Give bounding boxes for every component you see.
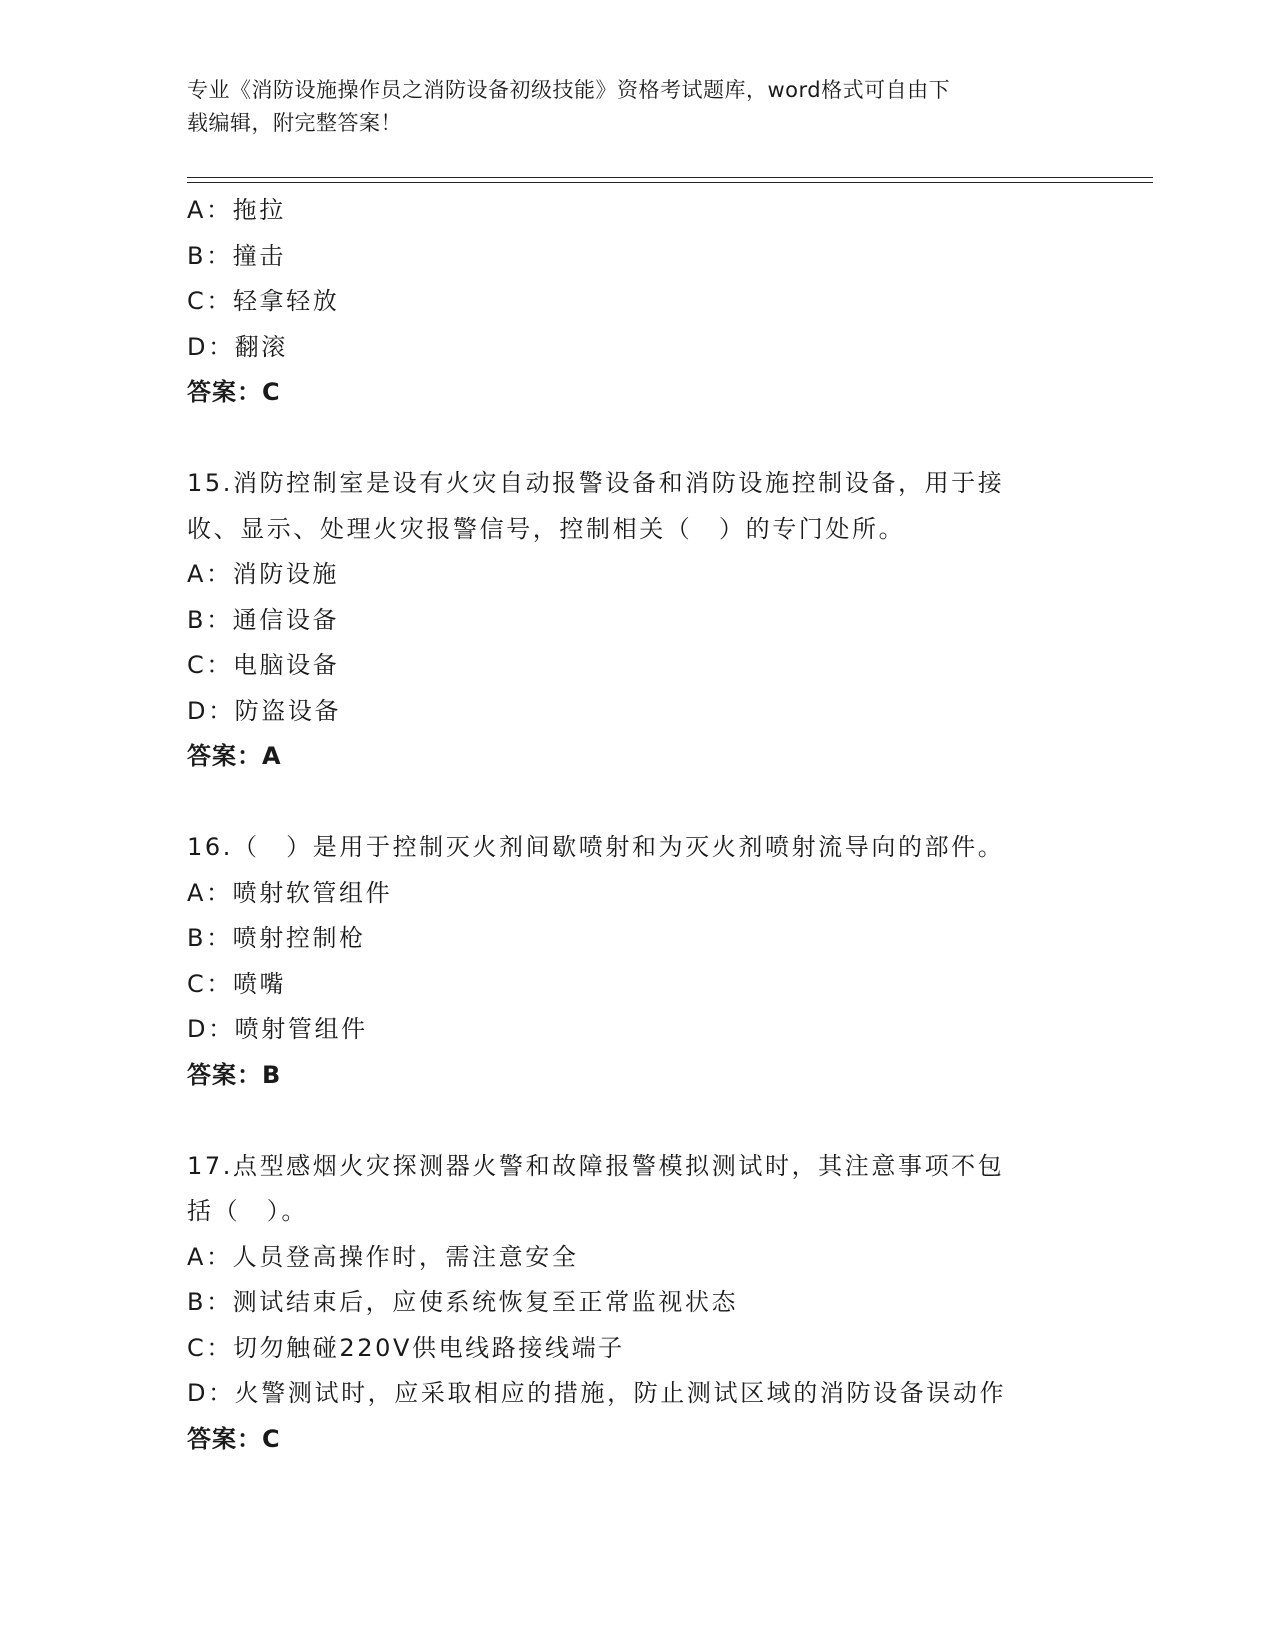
spacer <box>187 1098 1087 1144</box>
option-b: B：测试结束后，应使系统恢复至正常监视状态 <box>187 1288 739 1316</box>
option-c: C：轻拿轻放 <box>187 287 340 315</box>
option-c: C：切勿触碰220V供电线路接线端子 <box>187 1333 625 1362</box>
question-list <box>187 188 1087 1462</box>
option-a: A：人员登高操作时，需注意安全 <box>187 1242 579 1271</box>
question-text-line: 17.点型感烟火灾探测器火警和故障报警模拟测试时，其注意事项不包 <box>187 1151 1005 1180</box>
option-d: D：喷射管组件 <box>187 1015 368 1043</box>
question-block-15 <box>187 461 1087 780</box>
answer-line: 答案：C <box>187 378 281 406</box>
spacer <box>187 416 1087 462</box>
option-b: B：通信设备 <box>187 605 340 634</box>
option-c: C：电脑设备 <box>187 651 340 679</box>
option-d: D：防盗设备 <box>187 696 342 725</box>
question-block-17 <box>187 1144 1087 1463</box>
question-block-14 <box>187 188 1087 416</box>
option-d: D：火警测试时，应采取相应的措施，防止测试区域的消防设备误动作 <box>187 1379 1007 1407</box>
header-rule-bottom <box>187 182 1153 183</box>
question-text-line: 16.（ ）是用于控制灭火剂间歇喷射和为灭火剂喷射流导向的部件。 <box>187 833 1005 861</box>
option-a: A：消防设施 <box>187 560 340 588</box>
question-text-line: 收、显示、处理火灾报警信号，控制相关（ ）的专门处所。 <box>187 514 906 543</box>
question-text-line: 15.消防控制室是设有火灾自动报警设备和消防设施控制设备，用于接 <box>187 469 1005 497</box>
option-c: C：喷嘴 <box>187 969 287 998</box>
spacer <box>187 780 1087 826</box>
question-block-16 <box>187 825 1087 1098</box>
question-text-line: 括（ ）。 <box>187 1197 308 1225</box>
header-rule-top <box>187 177 1153 178</box>
answer-line: 答案：C <box>187 1424 281 1453</box>
answer-line: 答案：A <box>187 742 282 770</box>
answer-line: 答案：B <box>187 1060 282 1089</box>
option-d: D：翻滚 <box>187 332 288 361</box>
option-a: A：拖拉 <box>187 196 286 224</box>
header-line-1: 专业《消防设施操作员之消防设备初级技能》资格考试题库，word格式可自由下 <box>187 78 951 102</box>
option-b: B：喷射控制枪 <box>187 924 366 952</box>
header-line-2: 载编辑，附完整答案！ <box>187 111 402 135</box>
document-header <box>187 74 1067 140</box>
option-a: A：喷射软管组件 <box>187 878 393 907</box>
option-b: B：撞击 <box>187 241 286 270</box>
